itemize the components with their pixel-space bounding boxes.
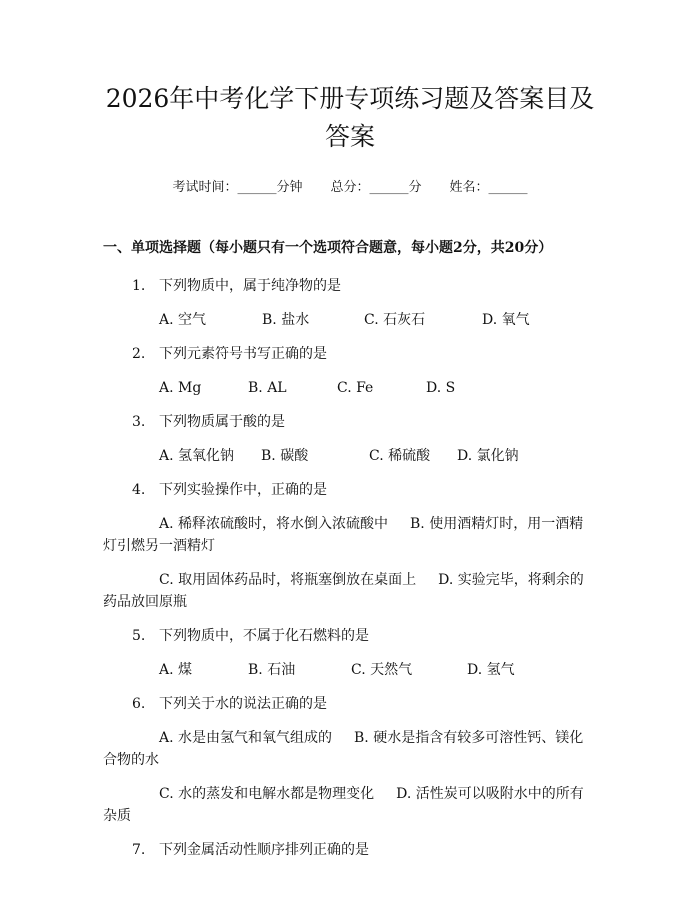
- option-d: D. 实验完毕，将剩余的药品放回原瓶: [103, 572, 584, 610]
- question-stem: 下列物质中，属于纯净物的是: [159, 278, 341, 294]
- question-3: [103, 411, 597, 467]
- option-c: C. 石灰石: [364, 312, 426, 328]
- options-block: [103, 783, 597, 827]
- exam-time-field: 考试时间：______分钟: [172, 180, 303, 195]
- option-a: A. 稀释浓硫酸时，将水倒入浓硫酸中: [159, 516, 389, 532]
- options-row: [103, 309, 597, 331]
- question-stem: 下列物质中，不属于化石燃料的是: [159, 628, 369, 644]
- question-stem: 下列物质属于酸的是: [159, 414, 285, 430]
- option-a: A. 煤: [159, 662, 193, 678]
- option-b: B. 硬水是指含有较多可溶性钙、镁化合物的水: [103, 730, 584, 768]
- question-number: 1.: [132, 278, 146, 294]
- question-stem: 下列元素符号书写正确的是: [159, 346, 327, 362]
- option-b: B. 使用酒精灯时，用一酒精灯引燃另一酒精灯: [103, 516, 584, 554]
- question-2: [103, 343, 597, 399]
- student-name-field: 姓名：______: [449, 180, 528, 195]
- option-d: D. 氢气: [467, 662, 515, 678]
- exam-info: [103, 176, 597, 195]
- question-stem: 下列实验操作中，正确的是: [159, 482, 327, 498]
- option-d: D. S: [426, 380, 456, 396]
- option-c: C. 稀硫酸: [369, 448, 431, 464]
- question-number: 3.: [132, 414, 146, 430]
- question-1: [103, 275, 597, 331]
- option-b: B. 石油: [248, 662, 296, 678]
- option-d: D. 氯化钠: [457, 448, 519, 464]
- options-block: [103, 569, 597, 613]
- options-block: [103, 513, 597, 557]
- total-score-field: 总分：______分: [330, 180, 422, 195]
- options-row: [103, 445, 597, 467]
- option-c: C. 取用固体药品时，将瓶塞倒放在桌面上: [159, 572, 417, 588]
- options-block: [103, 727, 597, 771]
- option-d: D. 活性炭可以吸附水中的所有杂质: [103, 786, 584, 824]
- section-title: 一、单项选择题（每小题只有一个选项符合题意，每小题2分，共20分）: [103, 240, 553, 256]
- options-row: [103, 659, 597, 681]
- question-number: 4.: [132, 482, 146, 498]
- option-a: A. 空气: [159, 312, 207, 328]
- option-b: B. 碳酸: [261, 448, 309, 464]
- option-c: C. 天然气: [351, 662, 413, 678]
- question-number: 6.: [132, 696, 146, 712]
- question-7: [103, 839, 597, 861]
- option-b: B. 盐水: [262, 312, 310, 328]
- question-number: 5.: [132, 628, 146, 644]
- question-6: [103, 693, 597, 827]
- question-4: [103, 479, 597, 613]
- question-stem: 下列金属活动性顺序排列正确的是: [159, 842, 369, 858]
- question-5: [103, 625, 597, 681]
- option-b: B. AL: [248, 380, 287, 396]
- option-a: A. 水是由氢气和氧气组成的: [159, 730, 333, 746]
- question-number: 7.: [132, 842, 146, 858]
- question-number: 2.: [132, 346, 146, 362]
- option-c: C. 水的蒸发和电解水都是物理变化: [159, 786, 375, 802]
- options-row: [103, 377, 597, 399]
- document-title: 2026年中考化学下册专项练习题及答案目及答案: [105, 84, 595, 151]
- option-c: C. Fe: [337, 380, 374, 396]
- option-a: A. 氢氧化钠: [159, 448, 235, 464]
- question-stem: 下列关于水的说法正确的是: [159, 696, 327, 712]
- option-a: A. Mg: [159, 380, 202, 396]
- option-d: D. 氧气: [482, 312, 530, 328]
